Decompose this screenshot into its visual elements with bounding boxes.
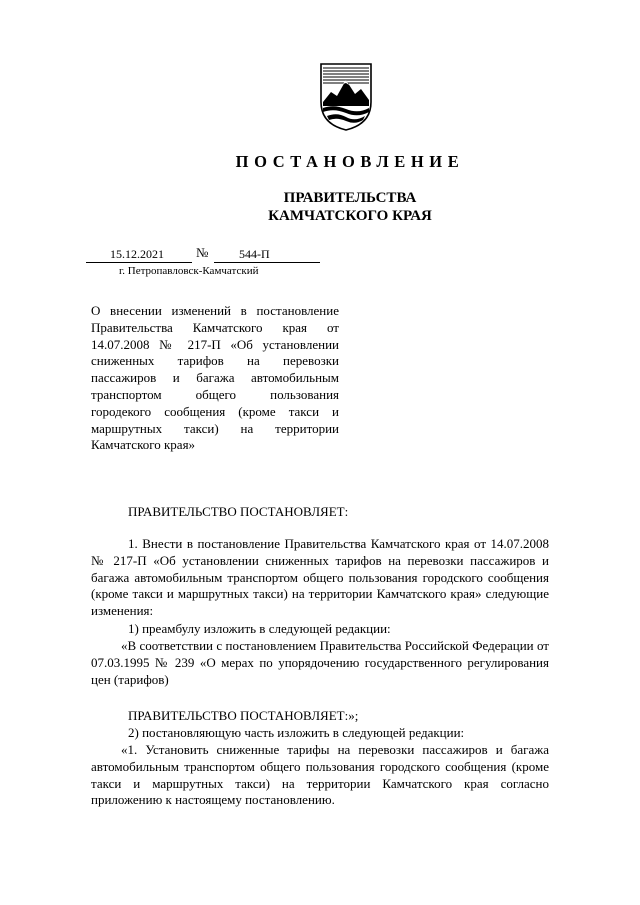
issuer-name: ПРАВИТЕЛЬСТВА КАМЧАТСКОГО КРАЯ (268, 190, 432, 224)
paragraph-4: 2) постановляющую часть изложить в следующей редакции: (128, 725, 465, 740)
document-date: 15.12.2021 (110, 247, 164, 261)
paragraph-2: 1) преамбулу изложить в следующей редакции: (128, 621, 391, 636)
document-subject: О внесении изменений в постановление Правительства Камчатского края от 14.07.2008 № 217-П «Об установлении сниженных тарифов на перевозки пассажиров и багажа автомобильным транспортом общего пользования городекого сообщения (кроме такси и маршрутных такси) на территории Камчатского края» (91, 303, 339, 453)
document-city: г. Петропавловск-Камчатский (119, 265, 259, 277)
date-underline (86, 262, 192, 263)
paragraph-1: 1. Внести в постановление Правительства Камчатского края от 14.07.2008 № 217-П «Об установлении сниженных тарифов на перевозки пассажиров и багажа автомобильным транспортом общего пользования городского сообщения (кроме такси и маршрутных такси) на территории Камчатского края» следующие изменения: (91, 536, 549, 619)
number-sign: № (196, 245, 209, 260)
document-title: ПОСТАНОВЛЕНИЕ (235, 152, 465, 171)
decree-heading-quoted: ПРАВИТЕЛЬСТВО ПОСТАНОВЛЯЕТ:»; (128, 708, 359, 723)
paragraph-3: «В соответствии с постановлением Правительства Российской Федерации от 07.03.1995 № 239 «О мерах по упорядочению государственного регулирования цен (тарифов) (91, 638, 549, 687)
paragraph-5: «1. Установить сниженные тарифы на перевозки пассажиров и багажа автомобильным транспортом общего пользования городского сообщения (кроме такси и маршрутных такси) на территории Камчатского края согласно приложению к настоящему постановлению. (91, 742, 549, 808)
number-underline (214, 262, 320, 263)
document-number: 544-П (239, 247, 270, 261)
coat-of-arms-icon (319, 62, 373, 132)
decree-heading: ПРАВИТЕЛЬСТВО ПОСТАНОВЛЯЕТ: (128, 504, 349, 519)
